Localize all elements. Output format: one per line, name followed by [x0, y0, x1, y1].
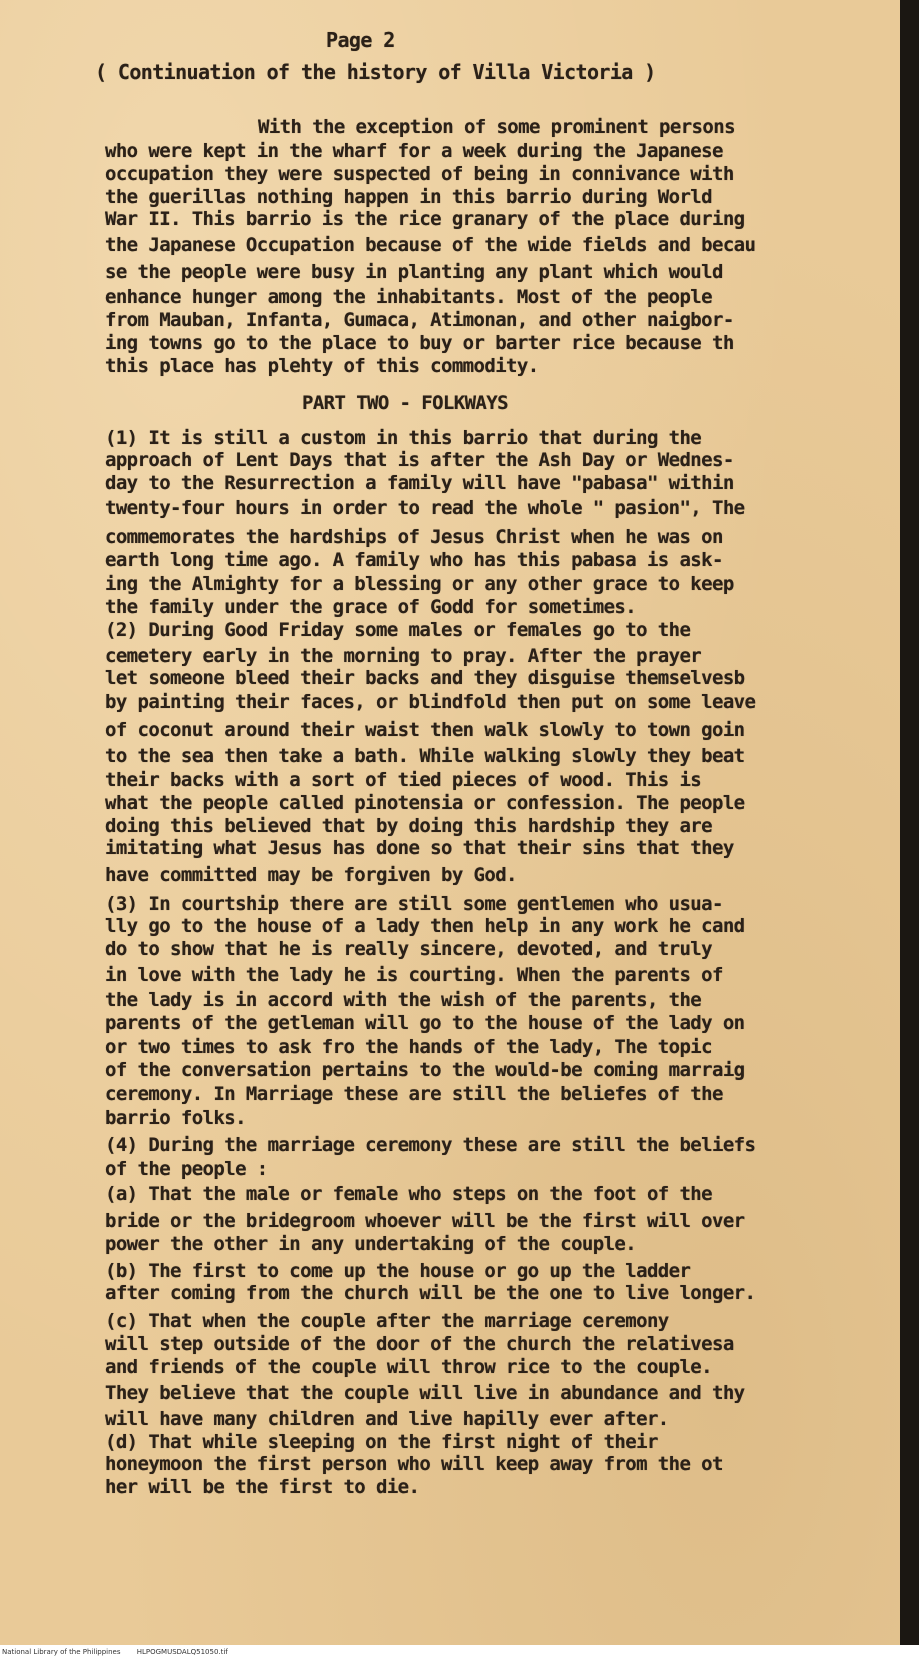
text-line: (c) That when the couple after the marriage ceremony — [105, 1310, 669, 1332]
text-line: (3) In courtship there are still some gentlemen who usua- — [105, 893, 723, 915]
text-line: (d) That while sleeping on the first night of their — [105, 1431, 658, 1453]
text-line: do to show that he is really sincere, devoted, and truly — [105, 938, 712, 960]
text-line: will step outside of the door of the church the relativesa — [105, 1333, 734, 1355]
text-line: her will be the first to die. — [105, 1476, 420, 1498]
text-line: bride or the bridegroom whoever will be the first will over — [105, 1210, 745, 1232]
text-line: ing towns go to the place to buy or barter rice because th — [105, 332, 734, 354]
text-line: doing this believed that by doing this hardship they are — [105, 815, 712, 837]
text-line: who were kept in the wharf for a week during the Japanese — [105, 140, 723, 162]
text-line: lly go to the house of a lady then help in any work he cand — [105, 915, 745, 937]
text-line: ceremony. In Marriage these are still the beliefes of the — [105, 1083, 723, 1105]
text-line: the guerillas nothing happen in this barrio during World — [105, 186, 712, 208]
text-line: (1) It is still a custom in this barrio that during the — [105, 427, 702, 449]
text-line: the Japanese Occupation because of the wide fields and becau — [105, 234, 756, 256]
text-line: of coconut around their waist then walk slowly to town goin — [105, 719, 745, 741]
document-subtitle: ( Continuation of the history of Villa Victoria ) — [95, 60, 656, 84]
text-line: enhance hunger among the inhabitants. Most of the people — [105, 286, 712, 308]
text-line: day to the Resurrection a family will have "pabasa" within — [105, 472, 734, 494]
text-line: have committed may be forgiven by God. — [105, 864, 517, 886]
text-line: parents of the getleman will go to the house of the lady on — [105, 1012, 745, 1034]
text-line: barrio folks. — [105, 1107, 246, 1129]
text-line: (a) That the male or female who steps on the foot of the — [105, 1183, 712, 1205]
text-line: from Mauban, Infanta, Gumaca, Atimonan, and other naigbor- — [105, 309, 734, 331]
text-line: se the people were busy in planting any plant which would — [105, 261, 723, 283]
text-line: ing the Almighty for a blessing or any other grace to keep — [105, 573, 734, 595]
scan-footer-label — [2, 1648, 242, 1656]
text-line: of the people : — [105, 1158, 268, 1180]
text-line: of the conversation pertains to the would-be coming marraig — [105, 1059, 745, 1081]
text-line: War II. This barrio is the rice granary of the place during — [105, 208, 745, 230]
library-credit: National Library of the Philippines — [2, 1648, 121, 1656]
text-line: or two times to ask fro the hands of the lady, The topic — [105, 1036, 712, 1058]
text-line: (2) During Good Friday some males or females go to the — [105, 619, 691, 641]
text-line: by painting their faces, or blindfold then put on some leave — [105, 691, 756, 713]
text-line: their backs with a sort of tied pieces of wood. This is — [105, 769, 702, 791]
text-line: occupation they were suspected of being in connivance with — [105, 163, 734, 185]
text-line: imitating what Jesus has done so that their sins that they — [105, 837, 734, 859]
text-line: after coming from the church will be the one to live longer. — [105, 1282, 756, 1304]
text-line: to the sea then take a bath. While walking slowly they beat — [105, 745, 745, 767]
text-line: the family under the grace of Godd for sometimes. — [105, 596, 637, 618]
file-identifier: HLPOGMUSDALQ51050.tif — [136, 1648, 228, 1656]
text-line: approach of Lent Days that is after the Ash Day or Wednes- — [105, 449, 734, 471]
text-line: commemorates the hardships of Jesus Christ when he was on — [105, 526, 723, 548]
text-line: what the people called pinotensia or confession. The people — [105, 792, 745, 814]
text-line: will have many children and live hapilly ever after. — [105, 1408, 669, 1430]
text-line: twenty-four hours in order to read the whole " pasion", The — [105, 497, 745, 519]
text-line: With the exception of some prominent persons — [258, 116, 735, 138]
text-line: earth long time ago. A family who has this pabasa is ask- — [105, 549, 723, 571]
text-line: this place has plehty of this commodity. — [105, 355, 539, 377]
text-line: in love with the lady he is courting. When the parents of — [105, 964, 723, 986]
text-line: and friends of the couple will throw rice to the couple. — [105, 1356, 712, 1378]
text-line: (4) During the marriage ceremony these are still the beliefs — [105, 1134, 756, 1156]
text-line: the lady is in accord with the wish of the parents, the — [105, 989, 702, 1011]
text-line: cemetery early in the morning to pray. After the prayer — [105, 645, 702, 667]
page-number: Page 2 — [326, 28, 395, 52]
text-line: power the other in any undertaking of the couple. — [105, 1233, 637, 1255]
text-line: let someone bleed their backs and they disguise themselvesb — [105, 667, 745, 689]
scan-border-right — [900, 0, 919, 1645]
text-line: honeymoon the first person who will keep away from the ot — [105, 1453, 723, 1475]
text-line: They believe that the couple will live in abundance and thy — [105, 1382, 745, 1404]
text-line: (b) The first to come up the house or go up the ladder — [105, 1260, 691, 1282]
section-heading: PART TWO - FOLKWAYS — [302, 392, 508, 414]
